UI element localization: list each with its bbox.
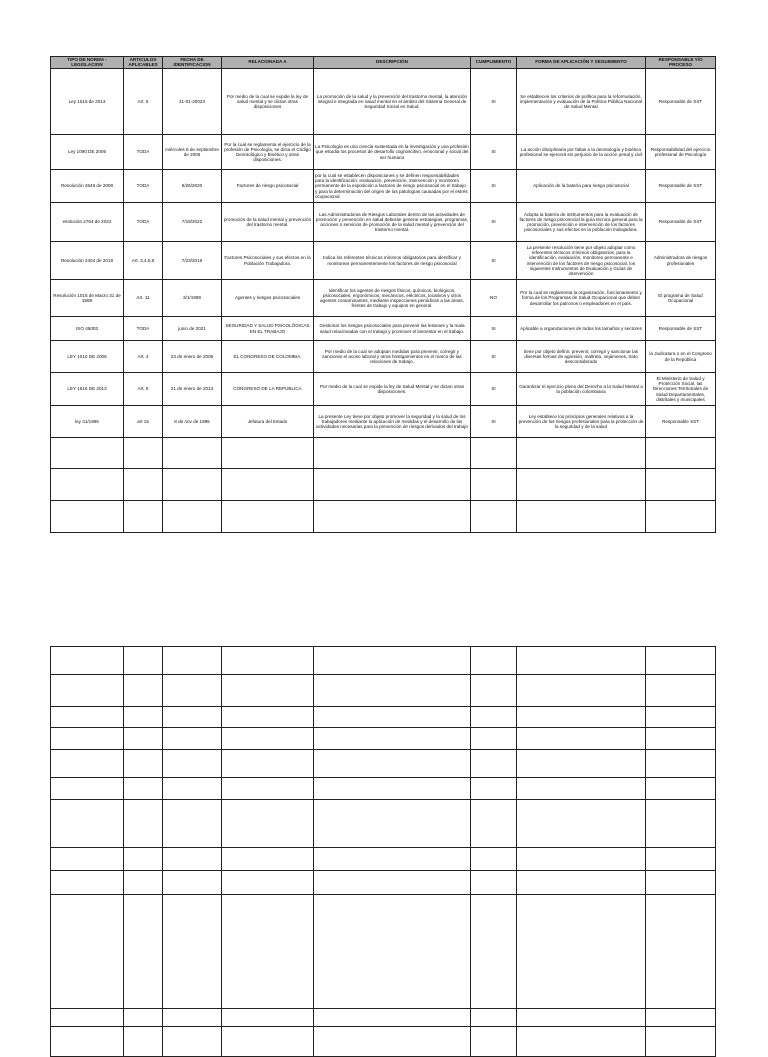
empty-cell <box>163 800 222 848</box>
empty-cell <box>124 469 163 501</box>
empty-cell <box>646 848 716 871</box>
empty-cell <box>517 871 646 895</box>
cell-relacionada: EL CONGRESO DE COLOMBIA, <box>222 341 314 373</box>
cell-cumplimiento: SI <box>471 135 517 170</box>
cell-forma: Se establecen los criterios de política para la reformulación, implementación y evaluación de la Política Pública Nacional de Salud Mental <box>517 69 646 135</box>
empty-cell <box>124 750 163 778</box>
empty-cell <box>517 778 646 800</box>
cell-relacionada: CONGRESO DE LA REPÚBLICA <box>222 373 314 406</box>
empty-row <box>51 800 716 848</box>
cell-descripcion: La promoción de la salud y la prevención del trastorno mental, la atención integral e integrada en salud mental en el ámbito del Sistema General de Seguridad Social en Salud. <box>314 69 471 135</box>
empty-cell <box>314 469 471 501</box>
empty-cell <box>163 469 222 501</box>
empty-cell <box>646 675 716 707</box>
empty-cell <box>163 895 222 1009</box>
empty-cell <box>517 469 646 501</box>
cell-articulos: Art. 3,4,5,6 <box>124 242 163 280</box>
empty-cell <box>471 707 517 728</box>
empty-cell <box>163 501 222 533</box>
cell-fecha: junio de 2021 <box>163 317 222 341</box>
empty-cell <box>314 1027 471 1057</box>
cell-articulos: TODA <box>124 317 163 341</box>
empty-cell <box>646 871 716 895</box>
empty-cell <box>222 778 314 800</box>
empty-row <box>51 871 716 895</box>
cell-articulos: Art. 8 <box>124 373 163 406</box>
empty-cell <box>51 707 124 728</box>
empty-cell <box>222 707 314 728</box>
empty-cell <box>646 469 716 501</box>
empty-cell <box>51 728 124 750</box>
empty-cell <box>163 707 222 728</box>
empty-cell <box>222 675 314 707</box>
empty-cell <box>314 848 471 871</box>
empty-cell <box>517 501 646 533</box>
empty-cell <box>471 778 517 800</box>
empty-cell <box>471 800 517 848</box>
empty-cell <box>222 647 314 675</box>
cell-responsable: Responsabilidad del ejercicio profesional de Psicología <box>646 135 716 170</box>
cell-articulos: Art. 5 <box>124 69 163 135</box>
empty-cell <box>314 501 471 533</box>
cell-forma: tiene por objeto definir, prevenir, corregir y sancionar las diversas formas de agresión, maltrato, vejámenes, trato desconsiderado <box>517 341 646 373</box>
cell-relacionada: Agentes y riesgos psicosociales <box>222 280 314 317</box>
empty-cell <box>646 800 716 848</box>
empty-cell <box>124 707 163 728</box>
cell-forma: Adopta la batería de instrumentos para la evaluación de factores de riesgo psicosocial la guía técnica general para la promoción, prevención e intervención de los factores psicosociales y sus efectos en la población trabajadora. <box>517 203 646 242</box>
empty-cell <box>517 848 646 871</box>
cell-norma: ley 31/1995 <box>51 406 124 438</box>
table-row <box>51 242 716 280</box>
table-row <box>51 135 716 170</box>
cell-responsable: El programa de Salud Ocupacional <box>646 280 716 317</box>
cell-articulos: TODA <box>124 203 163 242</box>
cell-cumplimiento: SI <box>471 242 517 280</box>
empty-cell <box>314 871 471 895</box>
cell-relacionada: Factores de riesgo psicosocial <box>222 170 314 203</box>
header-relacionada: RELACIONADA A <box>222 57 314 69</box>
empty-cell <box>51 778 124 800</box>
cell-descripcion: Identificar los agentes de riesgos físicos, químicos, biológicos, psicosociales, ergonómicos, mecánicos, eléctricos, locativos y otros agentes contaminantes, mediante inspecciones periódicas a las áreas, frentes de trabajo y equipos en general. <box>314 280 471 317</box>
empty-row <box>51 848 716 871</box>
cell-fecha: miércoles 6 de septiembre de 2006 <box>163 135 222 170</box>
empty-cell <box>163 728 222 750</box>
cell-articulos: TODA <box>124 135 163 170</box>
cell-relacionada: Por medio de la cual se expide la ley de salud mental y se dictan otras disposiciones <box>222 69 314 135</box>
cell-articulos: Art. 11 <box>124 280 163 317</box>
empty-cell <box>314 728 471 750</box>
cell-fecha: 7/23/2019 <box>163 242 222 280</box>
empty-row <box>51 707 716 728</box>
empty-cell <box>471 438 517 469</box>
empty-cell <box>222 871 314 895</box>
empty-cell <box>314 800 471 848</box>
empty-cell <box>51 750 124 778</box>
empty-cell <box>163 647 222 675</box>
header-row <box>51 57 716 69</box>
empty-cell <box>646 438 716 469</box>
cell-descripcion: por la cual se establecen disposiciones y se definen responsabilidades para la identificación, evaluación, prevención, intervención y monitoreo permanente de la exposición a factores de riesgo psicosocial en el trabajo y para la determinación del origen de las patologías causadas por el estrés ocupacional <box>314 170 471 203</box>
empty-cell <box>471 728 517 750</box>
empty-cell <box>163 750 222 778</box>
empty-cell <box>51 647 124 675</box>
cell-descripcion: Por medio de la cual se expide la ley de Salud Mental y se dictan otras disposiciones. <box>314 373 471 406</box>
cell-fecha: 23 de enero de 2006 <box>163 341 222 373</box>
cell-responsable: Responsable de SST <box>646 170 716 203</box>
empty-cell <box>517 800 646 848</box>
empty-cell <box>222 438 314 469</box>
table-row <box>51 373 716 406</box>
empty-cell <box>471 895 517 1009</box>
cell-cumplimiento: SI <box>471 341 517 373</box>
header-cumplimiento: CUMPLIMIENTO <box>471 57 517 69</box>
empty-row <box>51 728 716 750</box>
empty-cell <box>51 501 124 533</box>
cell-responsable: El Ministerio de Salud y Protección Social, las Direcciones Territoriales de Salud Departamentales, distritales y municipales <box>646 373 716 406</box>
empty-row <box>51 778 716 800</box>
empty-cell <box>163 438 222 469</box>
empty-cell <box>124 1027 163 1057</box>
empty-cell <box>471 848 517 871</box>
empty-cell <box>471 501 517 533</box>
cell-fecha: 21 de enero de 2013 <box>163 373 222 406</box>
header-fecha: FECHA DE IDENTIFICACION <box>163 57 222 69</box>
empty-row <box>51 647 716 675</box>
cell-fecha: 6/26/2020 <box>163 170 222 203</box>
empty-cell <box>471 871 517 895</box>
empty-cell <box>51 469 124 501</box>
empty-cell <box>124 501 163 533</box>
cell-norma: Resolución 2404 de 2019 <box>51 242 124 280</box>
table-row <box>51 406 716 438</box>
cell-forma: Garantizar el ejercicio pleno del Derecho a la Salud Mental a la población colombiana <box>517 373 646 406</box>
cell-cumplimiento: SI <box>471 406 517 438</box>
table-row <box>51 203 716 242</box>
cell-cumplimiento: SI <box>471 69 517 135</box>
empty-row <box>51 895 716 1009</box>
empty-cell <box>124 778 163 800</box>
empty-cell <box>471 647 517 675</box>
empty-cell <box>646 1027 716 1057</box>
cell-descripcion: Indica los referentes técnicos mínimos obligatorios para identificar y monitorear permanentemente los factores de riesgo psicosocial <box>314 242 471 280</box>
cell-cumplimiento: SI <box>471 203 517 242</box>
cell-forma: Aplicación de la batería para riesgo psicosocial <box>517 170 646 203</box>
cell-norma: esolución 2764 de 2022 <box>51 203 124 242</box>
legal-matrix-table <box>50 56 716 533</box>
empty-row <box>51 501 716 533</box>
header-tipo-norma: TIPO DE NORMA - LEGISLACION <box>51 57 124 69</box>
empty-cell <box>646 778 716 800</box>
empty-cell <box>163 1027 222 1057</box>
empty-cell <box>163 778 222 800</box>
empty-cell <box>471 750 517 778</box>
cell-forma: Ley establece los principios generales relativos a la prevención de los riesgos profesionales para la protección de la seguridad y de la salud <box>517 406 646 438</box>
cell-norma: ISO 45003 <box>51 317 124 341</box>
cell-forma: La presente resolución tiene por objeto adoptar como referentes técnicos mínimos obligatorios, para la identificación, evaluación, monitoreo permanente e intervención de los factores de riesgo psicosocial, los siguientes Instrumentos de Evaluación y Guías de intervención <box>517 242 646 280</box>
cell-relacionada: Factores Psicosociales y sus efectos en la Población Trabajadora. <box>222 242 314 280</box>
cell-responsable: Responsable SST <box>646 406 716 438</box>
empty-cell <box>646 750 716 778</box>
cell-articulos: TODA <box>124 170 163 203</box>
empty-cell <box>51 675 124 707</box>
empty-cell <box>517 895 646 1009</box>
empty-cell <box>222 750 314 778</box>
table-row <box>51 317 716 341</box>
cell-relacionada: SEGURIDAD Y SALUD PSICOLÓGICAS EN EL TRABAJO <box>222 317 314 341</box>
empty-cell <box>222 1027 314 1057</box>
empty-cell <box>314 707 471 728</box>
header-descripcion: DESCRIPCIÓN <box>314 57 471 69</box>
empty-cell <box>51 438 124 469</box>
cell-responsable: Responsable de SST <box>646 203 716 242</box>
empty-cell <box>314 778 471 800</box>
cell-norma: Ley 1090 DE 2006 <box>51 135 124 170</box>
cell-descripcion: Por medio de la cual se adoptan medidas para prevenir, corregir y sancionar el acoso laboral y otros hostigamientos en el marco de las relaciones de trabajo. <box>314 341 471 373</box>
empty-cell <box>471 675 517 707</box>
empty-cell <box>222 895 314 1009</box>
cell-norma: Resolución 1016 de Marzo 31 de 1989 <box>51 280 124 317</box>
table-row <box>51 69 716 135</box>
cell-cumplimiento: SI <box>471 317 517 341</box>
empty-cell <box>646 707 716 728</box>
empty-cell <box>517 707 646 728</box>
empty-cell <box>51 848 124 871</box>
cell-responsable: la Judicatura o en el Congreso de la República <box>646 341 716 373</box>
cell-responsable: Responsable de SST <box>646 69 716 135</box>
empty-cell <box>124 871 163 895</box>
empty-cell <box>314 438 471 469</box>
cell-descripcion: Gestionar los riesgos psicosociales para prevenir las lesiones y la mala salud relacionadas con el trabajo y promover el bienestar en el trabajo. <box>314 317 471 341</box>
empty-cell <box>517 438 646 469</box>
cell-descripcion: Las Administradoras de Riesgos Laborales dentro de las actividades de promoción y prevención en salud deberán generar estrategias, programas, acciones o servicios de promoción de la salud mental y prevención del trastorno mental. <box>314 203 471 242</box>
empty-cell <box>222 469 314 501</box>
empty-row <box>51 750 716 778</box>
empty-cell <box>51 895 124 1009</box>
cell-fecha: 7/18/2022 <box>163 203 222 242</box>
empty-cell <box>222 501 314 533</box>
cell-relacionada: Por la cual se reglamenta el ejercicio de la profesión de Psicología, se dicta el Código Deontológico y Bioético y otras disposiciones. <box>222 135 314 170</box>
empty-row <box>51 1027 716 1057</box>
cell-cumplimiento: SI <box>471 170 517 203</box>
empty-cell <box>314 750 471 778</box>
empty-cell <box>471 469 517 501</box>
empty-cell <box>646 895 716 1009</box>
header-articulos: ARTICULOS APLICABLES <box>124 57 163 69</box>
cell-norma: Resolución 2646 de 2008 <box>51 170 124 203</box>
table-row <box>51 170 716 203</box>
empty-row <box>51 675 716 707</box>
cell-relacionada: Jefatura del Estado <box>222 406 314 438</box>
empty-row <box>51 438 716 469</box>
empty-row <box>51 469 716 501</box>
cell-descripcion: La Psicología es una ciencia sustentada en la investigación y una profesión que estudia los procesos de desarrollo cognoscitivo, emocional y social del ser humano <box>314 135 471 170</box>
table-row <box>51 280 716 317</box>
header-responsable: RESPONSABLE Y/O PROCESO <box>646 57 716 69</box>
empty-cell <box>163 675 222 707</box>
cell-norma: LEY 1616 DE 2013 <box>51 373 124 406</box>
empty-cell <box>124 438 163 469</box>
empty-cell <box>222 728 314 750</box>
table-row <box>51 341 716 373</box>
empty-cell <box>517 647 646 675</box>
empty-cell <box>51 800 124 848</box>
empty-cell <box>124 675 163 707</box>
empty-cell <box>646 728 716 750</box>
empty-cell <box>471 1027 517 1057</box>
cell-responsable: Administradora de riesgos profesionales <box>646 242 716 280</box>
empty-cell <box>124 895 163 1009</box>
empty-cell <box>314 675 471 707</box>
cell-cumplimiento: SI <box>471 373 517 406</box>
cell-fecha: 21-01-20023 <box>163 69 222 135</box>
empty-cell <box>314 647 471 675</box>
cell-forma: La acción disciplinaria por faltas a la deontología y bioética profesional se ejercerá sin perjuicio de la acción penal y civil <box>517 135 646 170</box>
empty-cell <box>517 750 646 778</box>
cell-norma: Ley 1616 de 2013 <box>51 69 124 135</box>
empty-cell <box>646 501 716 533</box>
empty-cell <box>124 848 163 871</box>
cell-descripcion: La presente Ley tiene por objeto promover la seguridad y la salud de los trabajadores mediante la aplicación de medidas y el desarrollo de las actividades necesarias para la prevención de riesgos derivados del trabajo <box>314 406 471 438</box>
empty-cell <box>222 848 314 871</box>
empty-cell <box>222 800 314 848</box>
empty-cell <box>124 800 163 848</box>
header-forma-aplicacion: FORMA DE APLICACIÓN Y SEGUIMIENTO <box>517 57 646 69</box>
empty-cell <box>124 728 163 750</box>
blank-grid-table <box>50 646 716 1057</box>
empty-cell <box>314 895 471 1009</box>
empty-cell <box>517 728 646 750</box>
cell-fecha: 3/1/1989 <box>163 280 222 317</box>
empty-cell <box>517 1027 646 1057</box>
cell-forma: Aplicable a organizaciones de todos los tamaños y sectores <box>517 317 646 341</box>
cell-norma: LEY 1010 DE 2006 <box>51 341 124 373</box>
empty-cell <box>163 848 222 871</box>
empty-cell <box>517 675 646 707</box>
empty-cell <box>646 647 716 675</box>
cell-articulos: Art. 4 <box>124 341 163 373</box>
empty-cell <box>163 871 222 895</box>
cell-forma: Por la cual se reglamenta la organización, funcionamiento y forma de los Programas de Salud Ocupacional que deben desarrollar los patronos o empleadores en el país. <box>517 280 646 317</box>
cell-cumplimiento: NO <box>471 280 517 317</box>
cell-fecha: 8 de nov de 1995 <box>163 406 222 438</box>
empty-cell <box>51 1027 124 1057</box>
cell-relacionada: promoción de la salud mental y prevención del trastorno mental. <box>222 203 314 242</box>
cell-articulos: art 15 <box>124 406 163 438</box>
cell-responsable: Responsable de SST <box>646 317 716 341</box>
empty-cell <box>124 647 163 675</box>
empty-cell <box>51 871 124 895</box>
